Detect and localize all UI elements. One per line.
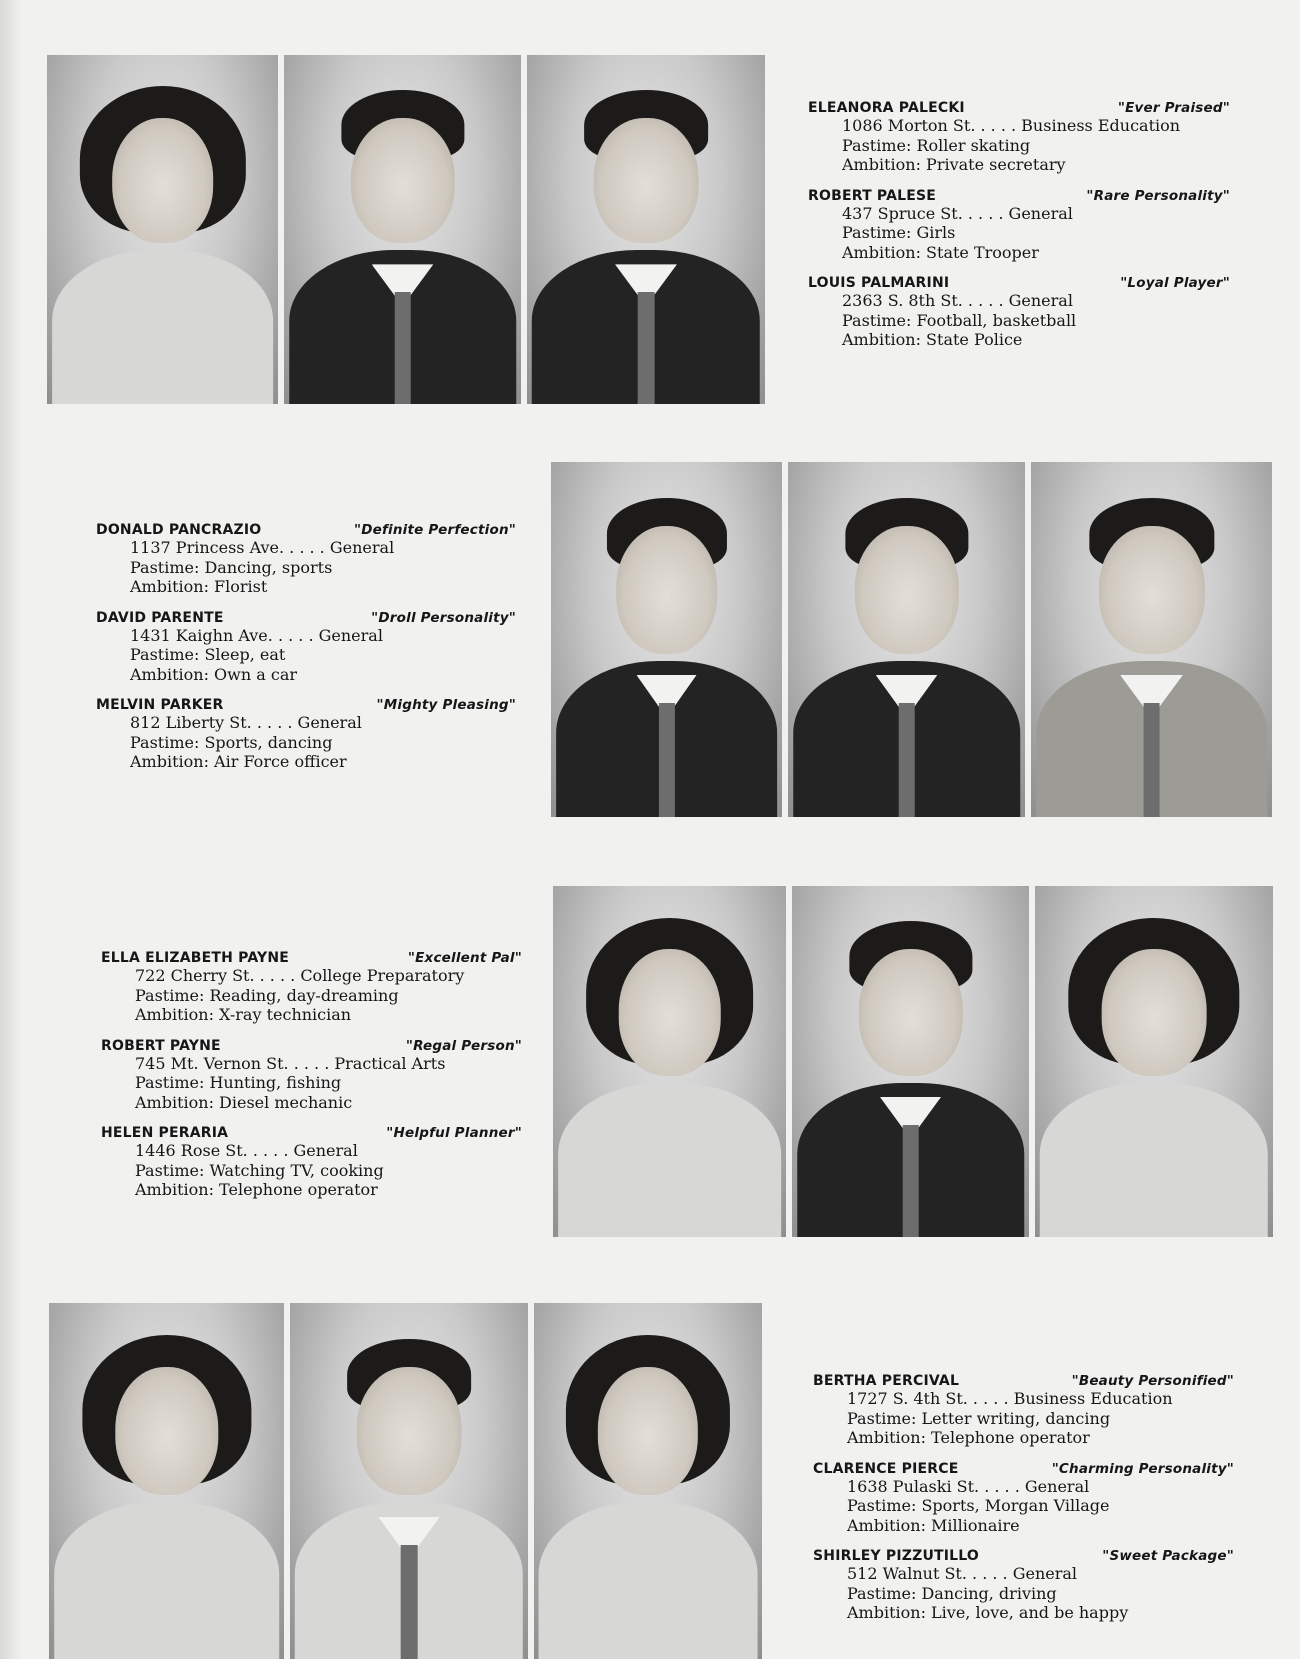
student-motto: "Mighty Pleasing" <box>376 697 516 713</box>
student-address: 1086 Morton St. . . . . Business Education <box>842 116 1181 135</box>
student-name: ROBERT PAYNE <box>101 1037 221 1054</box>
bio-block-1 <box>808 100 1230 363</box>
student-ambition: Ambition: Diesel mechanic <box>135 1092 353 1112</box>
student-motto: "Ever Praised" <box>1117 100 1230 116</box>
student-motto: "Charming Personality" <box>1051 1460 1234 1477</box>
student-motto: "Helpful Planner" <box>386 1125 522 1141</box>
bio-block-2 <box>96 522 516 785</box>
student-motto: "Rare Personality" <box>1086 187 1230 204</box>
student-address: 1638 Pulaski St. . . . . General <box>847 1476 1090 1496</box>
student-address: 437 Spruce St. . . . . General <box>842 203 1073 223</box>
student-pastime: Pastime: Reading, day-dreaming <box>135 985 399 1005</box>
portrait-louis-palmarini <box>527 55 765 404</box>
student-motto: "Droll Personality" <box>371 609 516 626</box>
bio-entry <box>808 188 1230 263</box>
student-address: 1446 Rose St. . . . . General <box>135 1141 358 1160</box>
portrait-david-parente <box>788 462 1025 817</box>
student-motto: "Regal Person" <box>405 1037 522 1054</box>
student-name: ELLA ELIZABETH PAYNE <box>101 950 290 966</box>
student-ambition: Ambition: X-ray technician <box>135 1005 352 1024</box>
bio-entry <box>101 950 522 1025</box>
portrait-bertha-percival <box>49 1303 284 1659</box>
portrait-ella-elizabeth-payne <box>553 886 786 1237</box>
student-ambition: Ambition: Millionaire <box>847 1515 1020 1535</box>
student-ambition: Ambition: Private secretary <box>842 155 1066 174</box>
student-pastime: Pastime: Girls <box>842 223 956 242</box>
bio-entry <box>96 697 516 772</box>
student-motto: "Loyal Player" <box>1120 275 1230 291</box>
student-name: SHIRLEY PIZZUTILLO <box>813 1548 980 1564</box>
student-pastime: Pastime: Hunting, fishing <box>135 1073 342 1092</box>
student-ambition: Ambition: Telephone operator <box>135 1180 378 1199</box>
student-name: HELEN PERARIA <box>101 1125 229 1141</box>
student-ambition: Ambition: State Police <box>842 330 1023 349</box>
bio-entry <box>813 1548 1234 1623</box>
student-name: LOUIS PALMARINI <box>808 275 950 291</box>
student-pastime: Pastime: Sports, Morgan Village <box>847 1496 1110 1515</box>
student-address: 512 Walnut St. . . . . General <box>847 1564 1078 1583</box>
photo-row-2 <box>551 462 1272 817</box>
page-binding-edge <box>0 0 22 1659</box>
student-ambition: Ambition: Own a car <box>130 664 298 684</box>
portrait-eleanora-palecki <box>47 55 278 404</box>
portrait-robert-palese <box>284 55 521 404</box>
student-address: 1431 Kaighn Ave. . . . . General <box>130 625 383 645</box>
bio-entry <box>101 1038 522 1113</box>
student-motto: "Excellent Pal" <box>407 950 522 966</box>
student-name: CLARENCE PIERCE <box>813 1460 959 1477</box>
bio-entry <box>96 522 516 597</box>
student-address: 1137 Princess Ave. . . . . General <box>130 538 395 557</box>
bio-entry <box>808 275 1230 350</box>
photo-row-1 <box>47 55 765 404</box>
bio-block-3 <box>101 950 522 1213</box>
student-name: BERTHA PERCIVAL <box>813 1373 960 1389</box>
bio-entry <box>96 610 516 685</box>
portrait-clarence-pierce <box>290 1303 528 1659</box>
student-motto: "Sweet Package" <box>1102 1548 1234 1564</box>
student-pastime: Pastime: Watching TV, cooking <box>135 1160 384 1180</box>
student-ambition: Ambition: Air Force officer <box>130 752 347 771</box>
student-pastime: Pastime: Roller skating <box>842 135 1031 155</box>
student-pastime: Pastime: Sleep, eat <box>130 645 286 664</box>
student-motto: "Beauty Personified" <box>1071 1373 1234 1389</box>
student-pastime: Pastime: Dancing, driving <box>847 1583 1057 1603</box>
bio-entry <box>101 1125 522 1200</box>
student-name: MELVIN PARKER <box>96 697 224 713</box>
student-name: ROBERT PALESE <box>808 187 937 204</box>
student-pastime: Pastime: Sports, dancing <box>130 732 333 752</box>
student-ambition: Ambition: Florist <box>130 577 268 596</box>
student-address: 745 Mt. Vernon St. . . . . Practical Arts <box>135 1053 446 1073</box>
portrait-donald-pancrazio <box>551 462 782 817</box>
student-pastime: Pastime: Dancing, sports <box>130 557 333 577</box>
student-ambition: Ambition: Live, love, and be happy <box>847 1603 1129 1622</box>
portrait-helen-peraria <box>1035 886 1273 1237</box>
photo-row-3 <box>553 886 1273 1237</box>
student-address: 722 Cherry St. . . . . College Preparatory <box>135 966 465 985</box>
bio-entry <box>808 100 1230 175</box>
student-address: 2363 S. 8th St. . . . . General <box>842 291 1073 310</box>
bio-entry <box>813 1373 1234 1448</box>
student-name: DONALD PANCRAZIO <box>96 522 262 538</box>
bio-entry <box>813 1461 1234 1536</box>
student-address: 812 Liberty St. . . . . General <box>130 713 362 732</box>
student-ambition: Ambition: Telephone operator <box>847 1428 1090 1447</box>
photo-row-4 <box>49 1303 762 1659</box>
student-pastime: Pastime: Football, basketball <box>842 310 1077 330</box>
student-name: ELEANORA PALECKI <box>808 100 965 116</box>
student-name: DAVID PARENTE <box>96 609 224 626</box>
student-ambition: Ambition: State Trooper <box>842 242 1039 262</box>
portrait-robert-payne <box>792 886 1029 1237</box>
student-address: 1727 S. 4th St. . . . . Business Education <box>847 1389 1173 1408</box>
student-pastime: Pastime: Letter writing, dancing <box>847 1408 1111 1428</box>
bio-block-4 <box>813 1373 1234 1636</box>
portrait-melvin-parker <box>1031 462 1272 817</box>
student-motto: "Definite Perfection" <box>353 522 516 538</box>
portrait-shirley-pizzutillo <box>534 1303 762 1659</box>
